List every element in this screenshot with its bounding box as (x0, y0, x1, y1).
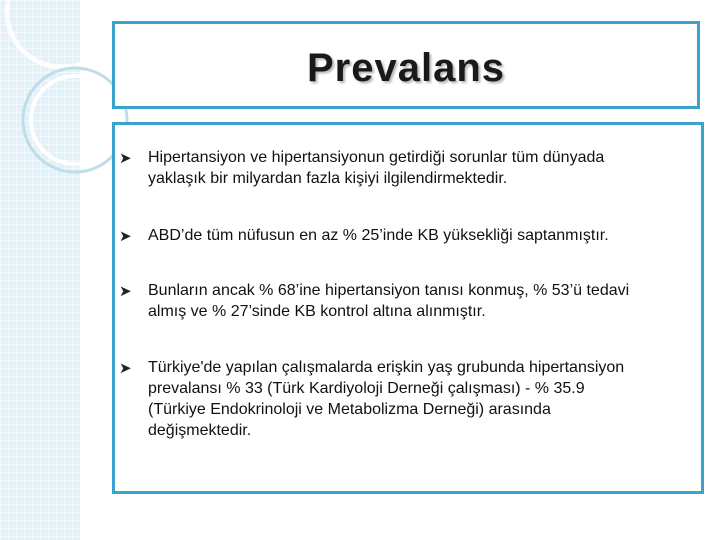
arrow-right-icon: ➤ (119, 283, 132, 300)
arrow-right-icon: ➤ (119, 360, 132, 377)
bullet-text: ABD’de tüm nüfusun en az % 25’inde KB yüksekliği saptanmıştır. (148, 227, 609, 244)
arrow-right-icon: ➤ (119, 228, 132, 245)
bullet-text: Türkiye'de yapılan çalışmalarda erişkin yaş grubunda hipertansiyon prevalansı % 33 (Türk Kardiyoloji Derneği çalışması) - % 35.9 (Türkiye Endokrinoloji ve Metabolizma Derneği) arasında değişmektedir. (148, 359, 625, 439)
slide-title: Prevalans (306, 46, 506, 90)
bullet-text: Bunların ancak % 68’ine hipertansiyon tanısı konmuş, % 53’ü tedavi almış ve % 27’sinde KB kontrol altına alınmıştır. (148, 282, 630, 320)
arrow-right-icon: ➤ (119, 150, 132, 167)
bullet-text: Hipertansiyon ve hipertansiyonun getirdiği sorunlar tüm dünyada yaklaşık bir milyardan fazla kişiyi ilgilendirmektedir. (148, 149, 605, 187)
content-box (112, 122, 704, 494)
title-box (112, 21, 700, 109)
